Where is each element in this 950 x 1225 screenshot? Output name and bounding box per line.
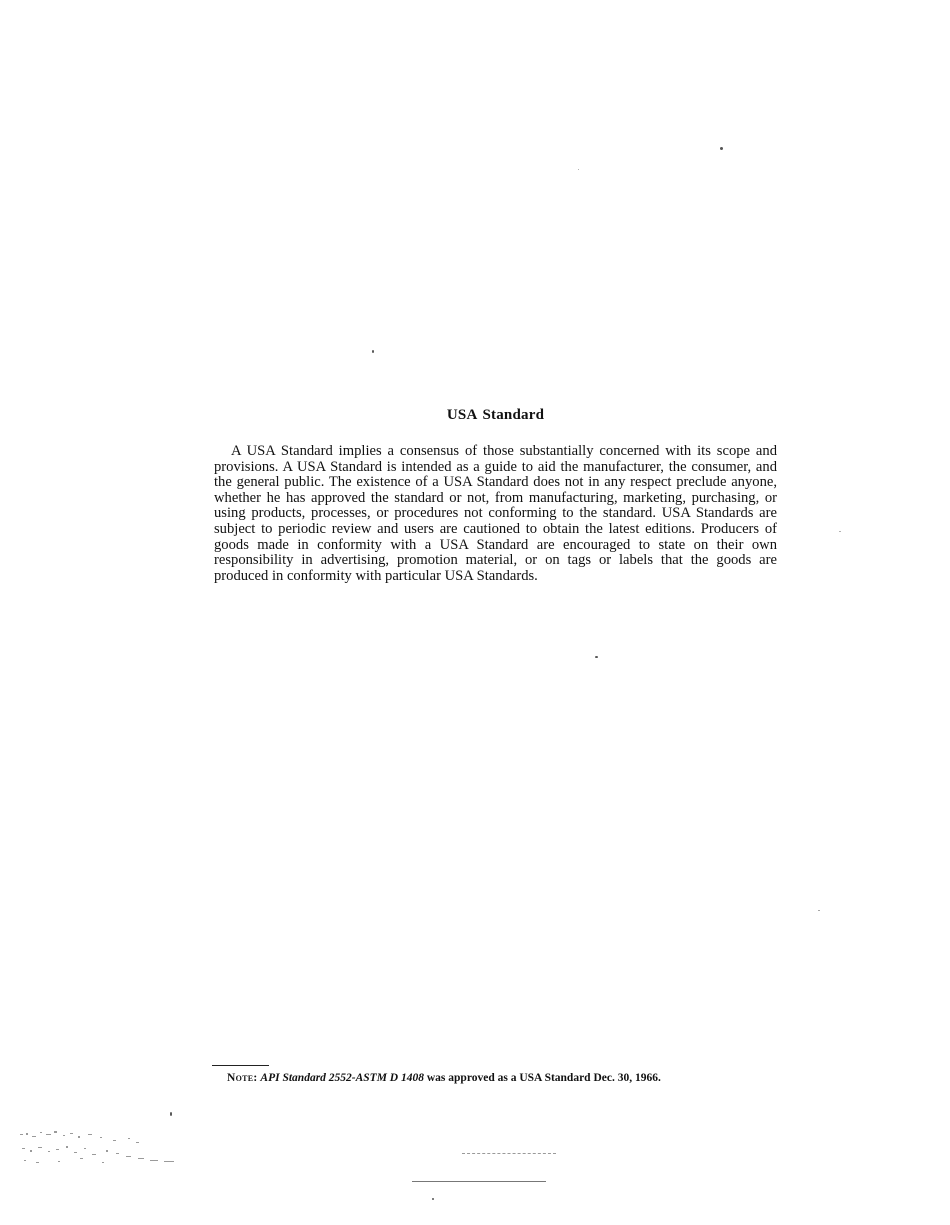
- scan-noise: [18, 1128, 183, 1168]
- scan-speck: [595, 656, 598, 658]
- scan-line: [412, 1181, 546, 1182]
- scan-speck: [170, 1112, 172, 1116]
- scan-speck: [720, 147, 723, 150]
- scan-speck: [839, 531, 841, 532]
- body-paragraph: A USA Standard implies a consensus of those substantially concerned with its scope and provisions. A USA Standard is intended as a guide to aid the manufacturer, the consumer, and the general public. The existence of a USA Standard does not in any respect preclude anyone, whether he has approved the standard or not, from manufacturing, marketing, purchasing, or using products, processes, or procedures not conforming to the standard. USA Standards are subject to periodic review and users are cautioned to obtain the latest editions. Producers of goods made in conformity with a USA Standard are encouraged to state on their own responsibility in advertising, promotion material, or on tags or labels that the goods are produced in conformity with particular USA Standards.: [214, 443, 777, 584]
- footnote-designation: API Standard 2552-ASTM D 1408: [260, 1072, 424, 1084]
- title-part-2: Standard: [482, 407, 545, 423]
- footnote: [227, 1072, 661, 1084]
- footnote-text: was approved as a USA Standard Dec. 30, 1966.: [426, 1072, 661, 1084]
- footnote-label: Note:: [227, 1072, 258, 1084]
- scan-speck: [372, 350, 374, 353]
- title-part-1: USA: [446, 407, 478, 423]
- scan-speck: [818, 910, 820, 911]
- scan-line: [462, 1153, 556, 1154]
- scan-speck: [578, 169, 579, 170]
- footnote-rule: [212, 1065, 269, 1066]
- scan-speck: [432, 1198, 434, 1200]
- page-title: [214, 407, 777, 424]
